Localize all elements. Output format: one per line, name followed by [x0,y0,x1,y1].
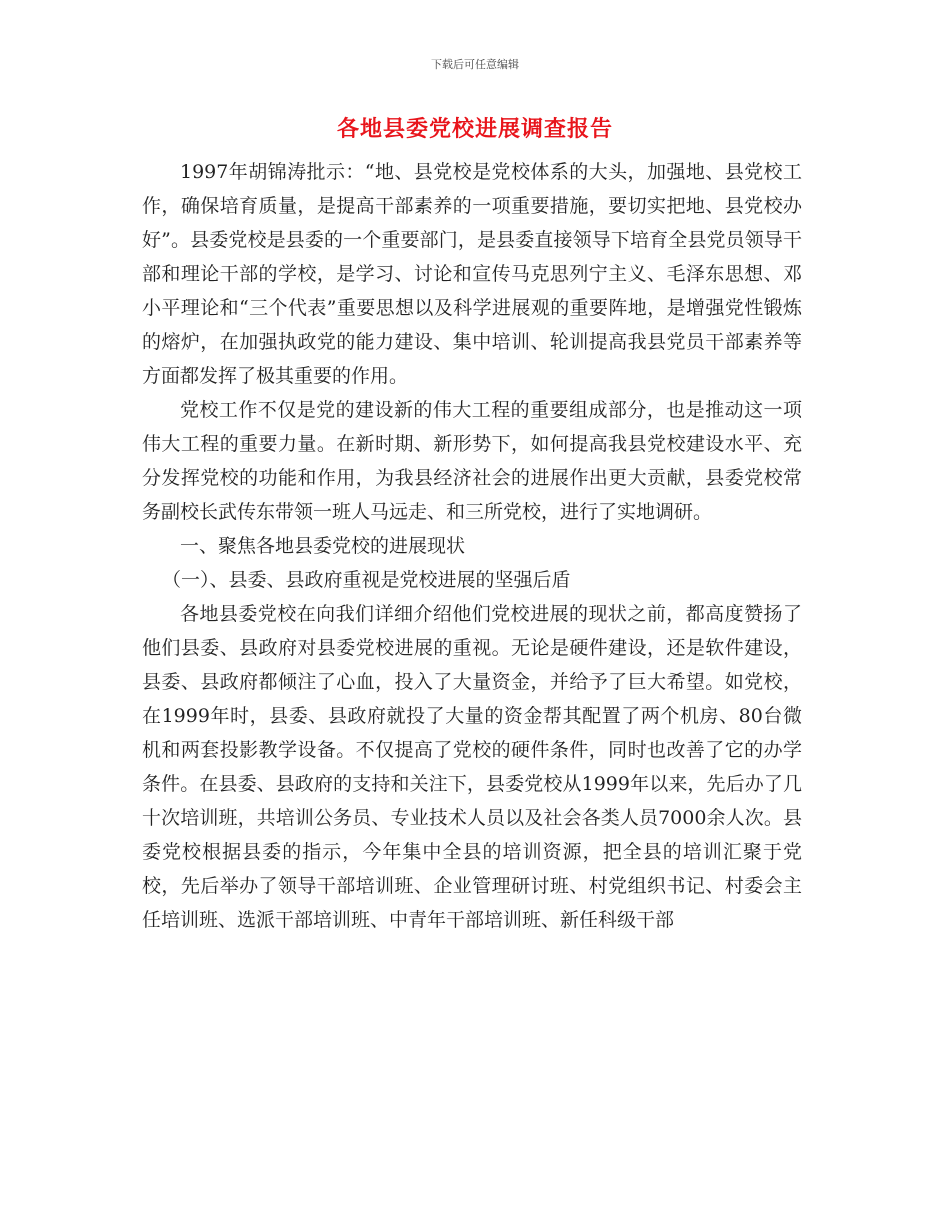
paragraph: 党校工作不仅是党的建设新的伟大工程的重要组成部分，也是推动这一项伟大工程的重要力量。在新时期、新形势下，如何提高我县党校建设水平、充分发挥党校的功能和作用，为我县经济社会的进展作出更大贡献，县委党校常务副校长武传东带领一班人马远走、和三所党校，进行了实地调研。 [142,399,802,523]
page-header: 下载后可任意编辑 [431,58,519,71]
subsection-heading: （一）、县委、县政府重视是党校进展的坚强后盾 [162,569,571,591]
document-title: 各地县委党校进展调查报告 [336,117,613,142]
section-heading: 一、聚焦各地县委党校的进展现状 [180,535,466,557]
document-body [142,155,802,937]
paragraph: 1997年胡锦涛批示：“地、县党校是党校体系的大头，加强地、县党校工作，确保培育质量，是提高干部素养的一项重要措施，要切实把地、县党校办好”。县委党校是县委的一个重要部门，是县委直接领导下培育全县党员领导干部和理论干部的学校，是学习、讨论和宣传马克思列宁主义、毛泽东思想、邓小平理论和“三个代表”重要思想以及科学进展观的重要阵地，是增强党性锻炼的熔炉，在加强执政党的能力建设、集中培训、轮训提高我县党员干部素养等方面都发挥了极其重要的作用。 [142,161,802,387]
paragraph: 各地县委党校在向我们详细介绍他们党校进展的现状之前，都高度赞扬了他们县委、县政府对县委党校进展的重视。无论是硬件建设，还是软件建设，县委、县政府都倾注了心血，投入了大量资金，并给予了巨大希望。如党校，在1999年时，县委、县政府就投了大量的资金帮其配置了两个机房、80台微机和两套投影教学设备。不仅提高了党校的硬件条件，同时也改善了它的办学条件。在县委、县政府的支持和关注下，县委党校从1999年以来，先后办了几十次培训班，共培训公务员、专业技术人员以及社会各类人员7000余人次。县委党校根据县委的指示，今年集中全县的培训资源，把全县的培训汇聚于党校，先后举办了领导干部培训班、企业管理研讨班、村党组织书记、村委会主任培训班、选派干部培训班、中青年干部培训班、新任科级干部 [142,603,802,931]
